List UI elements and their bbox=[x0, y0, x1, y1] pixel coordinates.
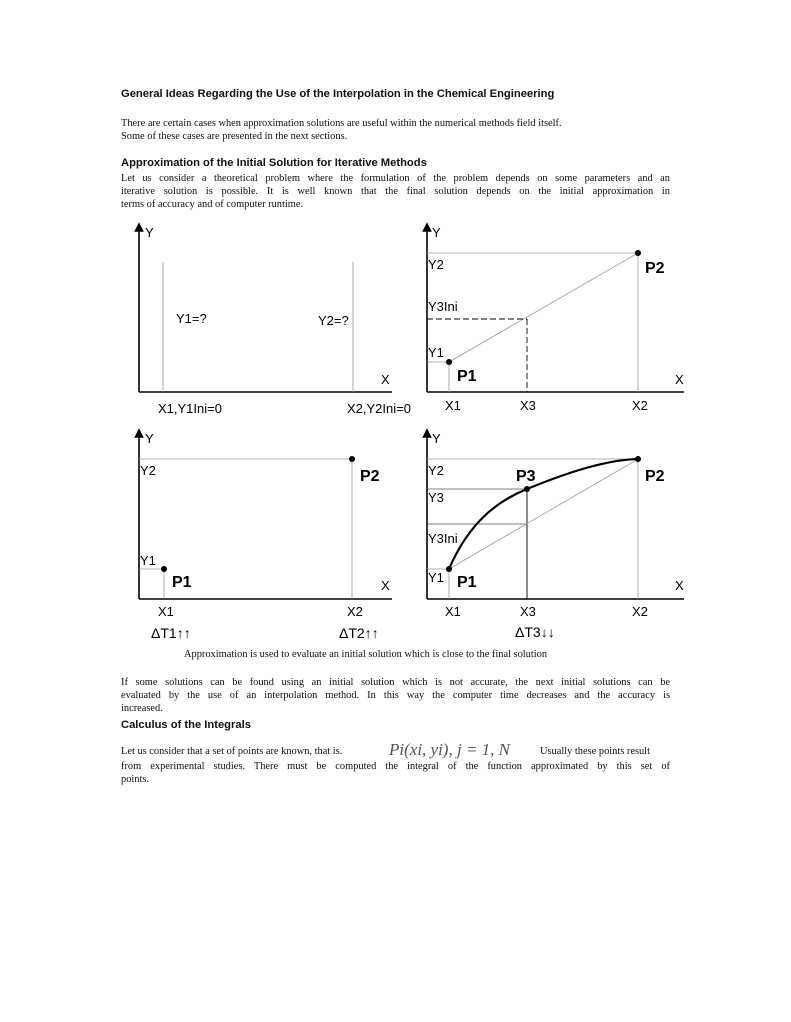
p2-label: P2 bbox=[645, 260, 665, 277]
x-axis-label: X bbox=[675, 372, 684, 387]
y1-label: Y1 bbox=[428, 570, 444, 585]
x3-label: X3 bbox=[520, 604, 536, 619]
paragraph-2 bbox=[121, 676, 670, 715]
section1-line: iterative solution is possible. It is well known that the final solution depends on the initial approximation in bbox=[121, 186, 670, 197]
x1-label: X1 bbox=[445, 604, 461, 619]
x2-label: X2 bbox=[632, 604, 648, 619]
y2-label: Y2 bbox=[428, 463, 444, 478]
y-axis-label: Y bbox=[145, 431, 154, 446]
section-heading-integrals: Calculus of the Integrals bbox=[121, 719, 251, 731]
x1-label: X1 bbox=[158, 604, 174, 619]
y2-label: Y2 bbox=[428, 257, 444, 272]
page-title: General Ideas Regarding the Use of the Interpolation in the Chemical Engineering bbox=[121, 88, 555, 100]
x2-label: X2 bbox=[347, 604, 363, 619]
section1-line: Let us consider a theoretical problem where the formulation of the problem depends on some parameters and an bbox=[121, 173, 670, 184]
y1-label: Y1 bbox=[428, 345, 444, 360]
section-heading-initial-solution: Approximation of the Initial Solution for Iterative Methods bbox=[121, 157, 427, 169]
p1-point bbox=[161, 566, 167, 572]
panel-2 bbox=[427, 225, 684, 413]
x2-label: X2,Y2Ini=0 bbox=[347, 401, 411, 416]
y1-label: Y1 bbox=[140, 553, 156, 568]
panel-3 bbox=[139, 431, 392, 641]
delta-t3-label: ΔT3↓↓ bbox=[515, 624, 555, 640]
panel-4 bbox=[427, 431, 684, 640]
x-axis-label: X bbox=[381, 578, 390, 593]
section2-paragraph bbox=[121, 760, 670, 786]
delta-t2-label: ΔT2↑↑ bbox=[339, 625, 379, 641]
x-axis-label: X bbox=[675, 578, 684, 593]
panel-1 bbox=[139, 225, 411, 416]
y1-question: Y1=? bbox=[176, 311, 207, 326]
p2-label: P2 bbox=[360, 468, 380, 485]
y2-question: Y2=? bbox=[318, 313, 349, 328]
p1-label: P1 bbox=[457, 574, 477, 591]
y-axis-label: Y bbox=[432, 431, 441, 446]
section1-line: terms of accuracy and of computer runtime. bbox=[121, 199, 304, 210]
y3-label: Y3 bbox=[428, 490, 444, 505]
y3ini-label: Y3Ini bbox=[428, 531, 458, 546]
p1-label: P1 bbox=[172, 574, 192, 591]
y2-label: Y2 bbox=[140, 463, 156, 478]
x1-label: X1,Y1Ini=0 bbox=[158, 401, 222, 416]
section2-intro: Let us consider that a set of points are known, that is. bbox=[121, 746, 343, 757]
section2-line: points. bbox=[121, 774, 150, 785]
x1-label: X1 bbox=[445, 398, 461, 413]
p1-point bbox=[446, 359, 452, 365]
section2-intro-tail: Usually these points result bbox=[540, 746, 650, 757]
section2-line: from experimental studies. There must be computed the integral of the function approximated by this set of bbox=[121, 761, 670, 772]
figure-caption: Approximation is used to evaluate an initial solution which is close to the final solution bbox=[184, 649, 548, 660]
paragraph-2-line: increased. bbox=[121, 703, 163, 714]
delta-t1-label: ΔT1↑↑ bbox=[151, 625, 191, 641]
intro-line: Some of these cases are presented in the next sections. bbox=[121, 131, 348, 142]
paragraph-2-line: If some solutions can be found using an initial solution which is not accurate, the next initial solutions can be bbox=[121, 677, 670, 688]
points-formula: Pi(xi, yi), j = 1, N bbox=[389, 740, 511, 759]
p2-point bbox=[635, 250, 641, 256]
p3-label: P3 bbox=[516, 468, 536, 485]
y3ini-label: Y3Ini bbox=[428, 299, 458, 314]
x3-label: X3 bbox=[520, 398, 536, 413]
paragraph-2-line: evaluated by the use of an interpolation method. In this way the computer time decreases and the accuracy is bbox=[121, 690, 670, 701]
p1-label: P1 bbox=[457, 368, 477, 385]
p1-p2-line bbox=[449, 253, 638, 362]
p3-point bbox=[524, 486, 530, 492]
p2-point bbox=[349, 456, 355, 462]
intro-line: There are certain cases when approximation solutions are useful within the numerical methods field itself. bbox=[121, 118, 562, 129]
p1-p2-line bbox=[449, 459, 638, 569]
p2-point bbox=[635, 456, 641, 462]
x2-label: X2 bbox=[632, 398, 648, 413]
p1-point bbox=[446, 566, 452, 572]
x-axis-label: X bbox=[381, 372, 390, 387]
p2-label: P2 bbox=[645, 468, 665, 485]
y-axis-label: Y bbox=[145, 225, 154, 240]
y-axis-label: Y bbox=[432, 225, 441, 240]
